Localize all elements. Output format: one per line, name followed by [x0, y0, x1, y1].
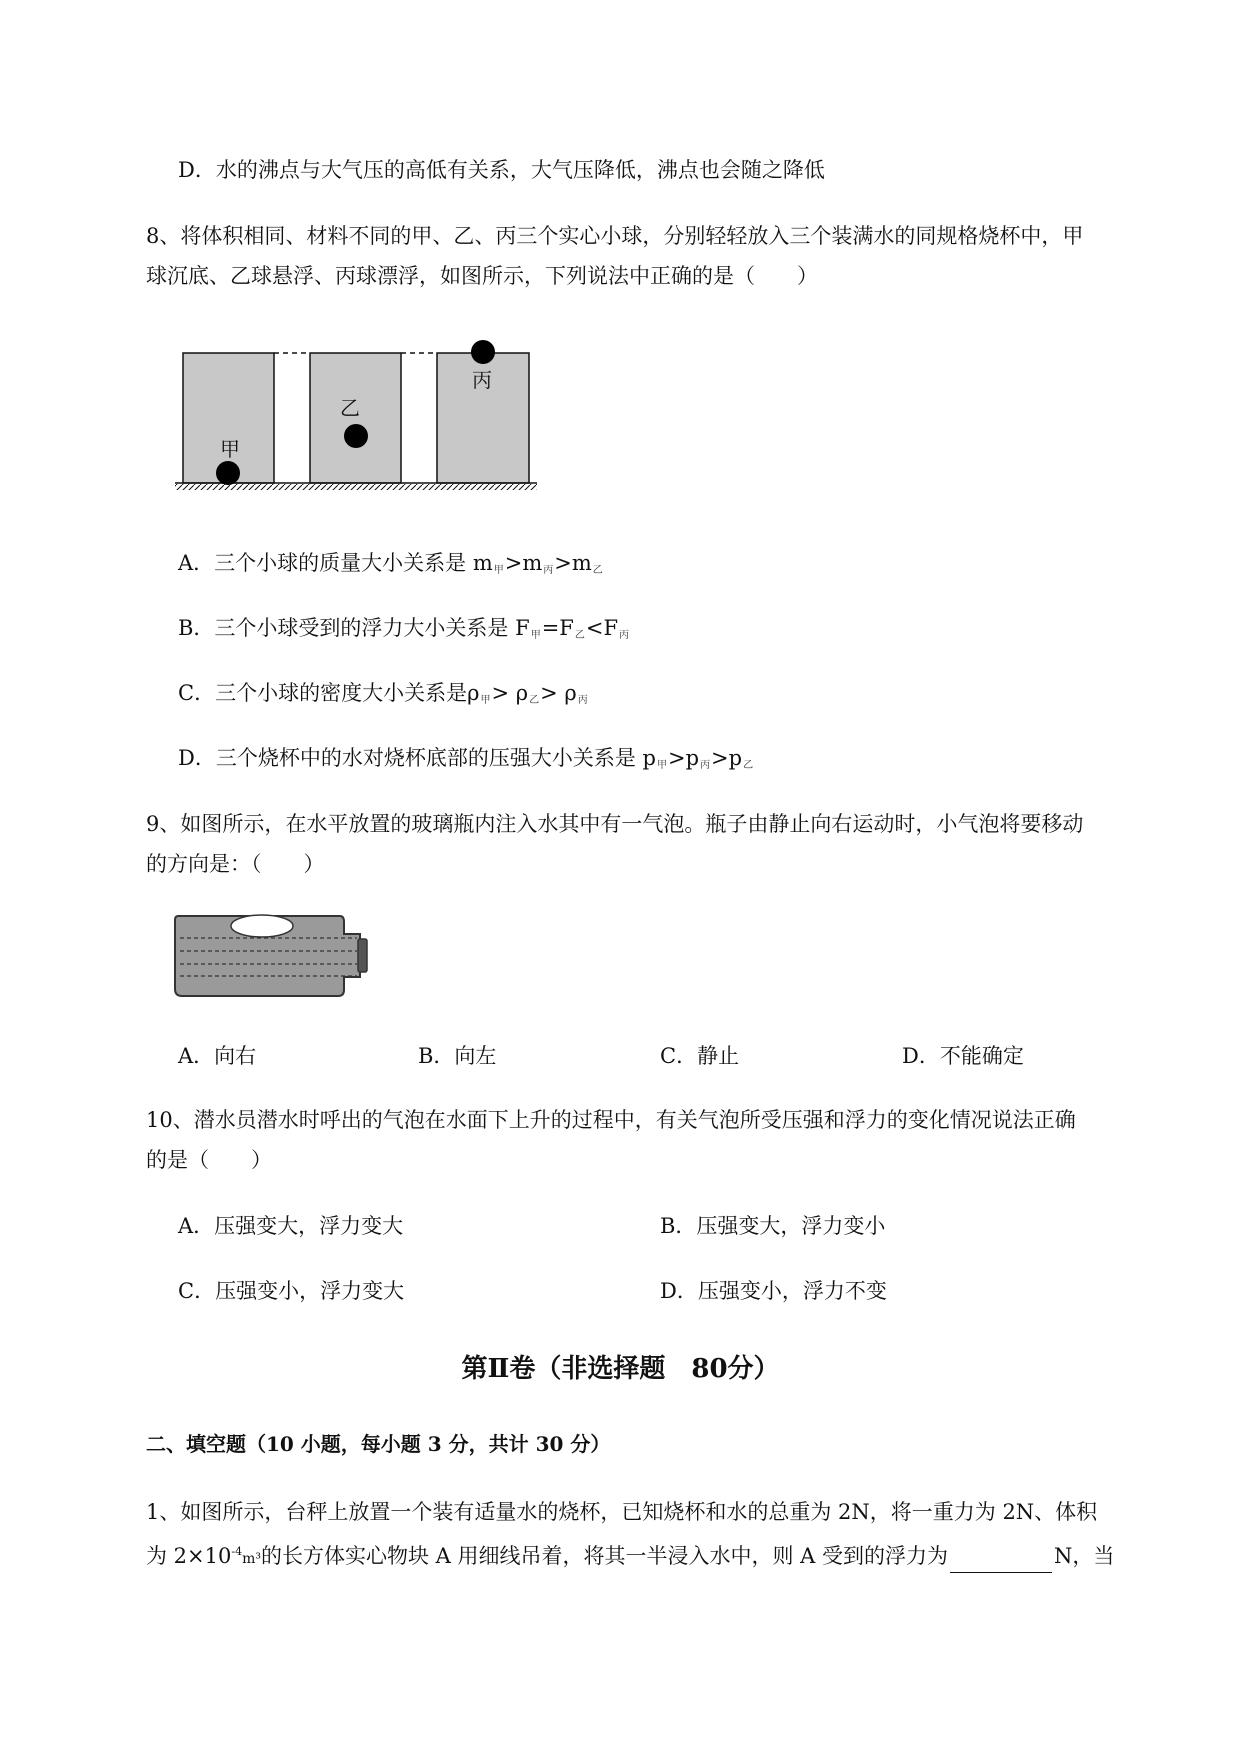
q8-option-a: A．三个小球的质量大小关系是 $m_甲>m_丙>m_乙$ [178, 551, 603, 576]
q10-option-c: C．压强变小，浮力变大 [178, 1279, 405, 1303]
q9-option-b: B．向左 [418, 1044, 497, 1068]
q10-option-b: B．压强变大，浮力变小 [660, 1214, 886, 1238]
fill1-line1: 1、如图所示，台秤上放置一个装有适量水的烧杯，已知烧杯和水的总重为 2N，将一重力为 2N、体积 [146, 1500, 1098, 1524]
section2-heading: 二、填空题（10 小题，每小题 3 分，共计 30 分） [146, 1432, 611, 1456]
bottle-cap [358, 939, 367, 972]
q9-stem-line2: 的方向是：（ ） [146, 852, 325, 876]
q9-option-c: C．静止 [660, 1044, 740, 1068]
q9-option-a: A．向右 [178, 1044, 257, 1068]
q8-stem-line1: 8、将体积相同、材料不同的甲、乙、丙三个实心小球，分别轻轻放入三个装满水的同规格烧杯中，甲 [146, 224, 1084, 248]
ball-bing [471, 340, 495, 364]
q10-option-d: D．压强变小，浮力不变 [660, 1279, 887, 1303]
q10-stem-line1: 10、潜水员潜水时呼出的气泡在水面下上升的过程中，有关气泡所受压强和浮力的变化情况说法正确 [146, 1108, 1076, 1132]
ball-jia [216, 461, 240, 485]
q9-stem-line1: 9、如图所示，在水平放置的玻璃瓶内注入水其中有一气泡。瓶子由静止向右运动时，小气泡将要移动 [146, 812, 1084, 836]
q8-option-c: C．三个小球的密度大小关系是$\rho_甲> \rho_乙> \rho_丙$ [178, 681, 588, 706]
answer-blank[interactable] [950, 1550, 1052, 1573]
q9-option-d: D．不能确定 [902, 1044, 1024, 1068]
q8-option-b: B．三个小球受到的浮力大小关系是 $F_甲=F_乙<F_丙$ [178, 616, 630, 641]
q8-stem-line2: 球沉底、乙球悬浮、丙球漂浮，如图所示，下列说法中正确的是（ ） [146, 264, 818, 288]
label-yi: 乙 [340, 396, 360, 420]
label-bing: 丙 [472, 368, 492, 392]
q10-option-a: A．压强变大，浮力变大 [178, 1214, 404, 1238]
ball-yi [344, 424, 368, 448]
air-bubble [231, 915, 293, 937]
q8-beakers-figure [170, 335, 540, 500]
q8-option-d: D．三个烧杯中的水对烧杯底部的压强大小关系是 $p_甲>p_丙>p_乙$ [178, 746, 754, 771]
q9-bottle-figure [172, 910, 382, 1005]
q7-option-d: D．水的沸点与大气压的高低有关系，大气压降低，沸点也会随之降低 [178, 158, 825, 182]
label-jia: 甲 [220, 437, 240, 461]
q10-stem-line2: 的是（ ） [146, 1148, 272, 1172]
part2-title: 第Ⅱ卷（非选择题 80分） [461, 1354, 780, 1384]
fill1-line2: 为 $2\times 10^{-4}m^3$的长方体实心物块 A 用细线吊着，将其一半浸入水中，则 A 受到的浮力为 N，当 [146, 1538, 1114, 1573]
